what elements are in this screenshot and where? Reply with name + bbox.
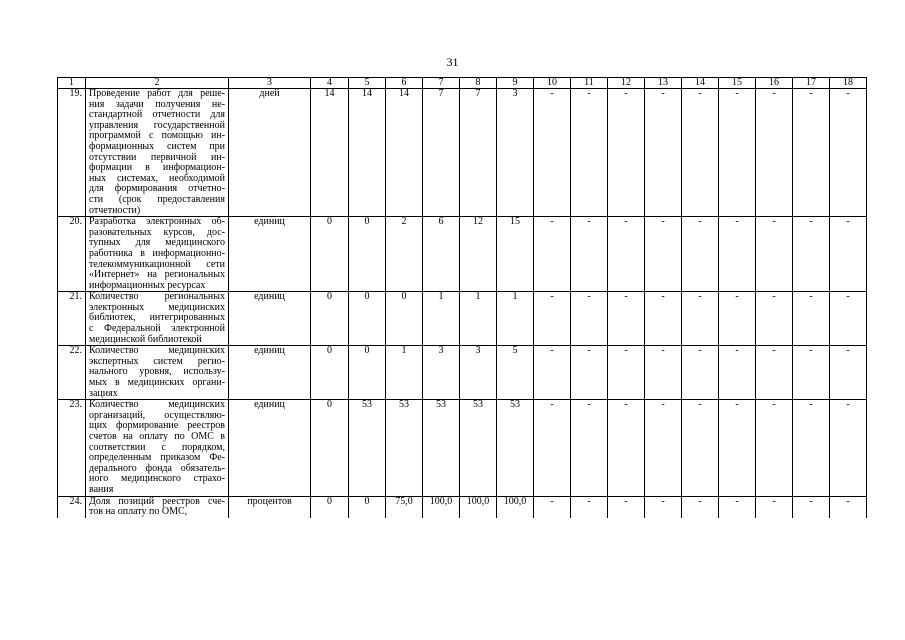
- value-cell: -: [719, 496, 756, 518]
- row-number: 21.: [58, 292, 86, 346]
- description-line: ных системах, необходимой: [89, 172, 225, 184]
- column-number-cell: 15: [719, 78, 756, 89]
- column-number-cell: 3: [229, 78, 311, 89]
- value-cell: 14: [311, 89, 349, 217]
- value-cell: -: [534, 292, 571, 346]
- value-cell: -: [756, 400, 793, 496]
- description-line: работника в информационно-: [89, 247, 225, 259]
- description-line: отсутствии первичной ин-: [89, 151, 225, 163]
- value-cell: 53: [349, 400, 386, 496]
- description-line: тов на оплату по ОМС,: [89, 506, 188, 518]
- value-cell: -: [756, 89, 793, 217]
- value-cell: 0: [349, 292, 386, 346]
- value-cell: -: [719, 89, 756, 217]
- description-line: разовательных курсов, дос-: [89, 226, 225, 238]
- table-row: [58, 217, 867, 292]
- unit-cell: дней: [229, 89, 311, 217]
- description-line: «Интернет» на региональных: [89, 269, 225, 281]
- column-number-cell: 4: [311, 78, 349, 89]
- description-line: зациях: [89, 387, 118, 399]
- description-line: отчетности): [89, 204, 141, 216]
- value-cell: -: [645, 400, 682, 496]
- column-number-cell: 10: [534, 78, 571, 89]
- description-line: счетов на оплату по ОМС в: [89, 431, 225, 442]
- row-number: 24.: [58, 496, 86, 518]
- value-cell: 0: [311, 346, 349, 400]
- value-cell: -: [608, 89, 645, 217]
- value-cell: -: [571, 496, 608, 518]
- description-line: телекоммуникационной сети: [89, 258, 225, 270]
- row-number: 22.: [58, 346, 86, 400]
- value-cell: -: [830, 400, 867, 496]
- indicators-table: [57, 77, 867, 518]
- column-number-cell: 6: [386, 78, 423, 89]
- column-number-cell: 11: [571, 78, 608, 89]
- column-number-cell: 9: [497, 78, 534, 89]
- description-line: ния задачи получения не-: [89, 98, 225, 110]
- value-cell: 1: [423, 292, 460, 346]
- description-line: Количество медицинских: [89, 399, 225, 411]
- value-cell: -: [534, 346, 571, 400]
- value-cell: -: [682, 496, 719, 518]
- value-cell: 3: [460, 346, 497, 400]
- value-cell: 5: [497, 346, 534, 400]
- unit-cell: единиц: [229, 400, 311, 496]
- table-row: [58, 292, 867, 346]
- value-cell: 100,0: [460, 496, 497, 518]
- description-line: дерального фонда обязатель-: [89, 462, 225, 474]
- value-cell: -: [830, 217, 867, 292]
- column-number-cell: 2: [86, 78, 229, 89]
- value-cell: -: [830, 292, 867, 346]
- value-cell: -: [756, 292, 793, 346]
- description-line: стандартной отчетности для: [89, 109, 225, 121]
- value-cell: 53: [386, 400, 423, 496]
- description-line: нального уровня, использу-: [89, 366, 225, 378]
- description-line: Проведение работ для реше-: [89, 88, 225, 99]
- unit-cell: единиц: [229, 217, 311, 292]
- description-line: сти (срок предоставления: [89, 193, 225, 205]
- value-cell: 0: [349, 496, 386, 518]
- description-line: программой с помощью ин-: [89, 130, 225, 142]
- description-line: Доля позиций реестров сче-: [89, 495, 225, 507]
- description-line: управления государственной: [89, 119, 225, 131]
- value-cell: -: [534, 400, 571, 496]
- value-cell: -: [719, 292, 756, 346]
- value-cell: -: [534, 496, 571, 518]
- value-cell: -: [719, 217, 756, 292]
- unit-cell: процентов: [229, 496, 311, 518]
- column-number-cell: 7: [423, 78, 460, 89]
- description-line: соответствии с порядком,: [89, 441, 225, 453]
- description-line: электронных медицинских: [89, 301, 225, 313]
- value-cell: 7: [460, 89, 497, 217]
- description-line: для формирования отчетно-: [89, 183, 225, 195]
- table-row: [58, 89, 867, 217]
- value-cell: 3: [497, 89, 534, 217]
- value-cell: -: [645, 292, 682, 346]
- value-cell: 0: [386, 292, 423, 346]
- indicator-description: [86, 89, 229, 217]
- value-cell: 15: [497, 217, 534, 292]
- value-cell: 14: [386, 89, 423, 217]
- unit-cell: единиц: [229, 292, 311, 346]
- value-cell: -: [793, 346, 830, 400]
- value-cell: -: [645, 217, 682, 292]
- value-cell: -: [571, 400, 608, 496]
- value-cell: 100,0: [423, 496, 460, 518]
- value-cell: -: [608, 496, 645, 518]
- value-cell: 53: [423, 400, 460, 496]
- column-number-cell: 17: [793, 78, 830, 89]
- value-cell: -: [793, 292, 830, 346]
- description-line: определенным приказом Фе-: [89, 452, 225, 464]
- value-cell: 1: [386, 346, 423, 400]
- value-cell: -: [719, 346, 756, 400]
- column-number-cell: 8: [460, 78, 497, 89]
- value-cell: -: [830, 89, 867, 217]
- value-cell: 3: [423, 346, 460, 400]
- value-cell: -: [571, 346, 608, 400]
- indicator-description: [86, 496, 229, 518]
- value-cell: -: [793, 89, 830, 217]
- value-cell: -: [719, 400, 756, 496]
- row-number: 20.: [58, 217, 86, 292]
- value-cell: -: [682, 217, 719, 292]
- column-number-cell: 14: [682, 78, 719, 89]
- value-cell: -: [682, 292, 719, 346]
- column-number-cell: 12: [608, 78, 645, 89]
- description-line: ного медицинского страхо-: [89, 473, 225, 485]
- value-cell: -: [793, 217, 830, 292]
- value-cell: -: [571, 292, 608, 346]
- value-cell: 7: [423, 89, 460, 217]
- value-cell: -: [608, 400, 645, 496]
- value-cell: 0: [311, 217, 349, 292]
- description-line: формации в информацион-: [89, 162, 225, 174]
- value-cell: -: [756, 496, 793, 518]
- description-line: Количество региональных: [89, 291, 225, 303]
- value-cell: 0: [349, 217, 386, 292]
- value-cell: 1: [497, 292, 534, 346]
- column-number-cell: 5: [349, 78, 386, 89]
- description-line: информационных ресурсах: [89, 279, 206, 291]
- column-number-cell: 18: [830, 78, 867, 89]
- value-cell: 14: [349, 89, 386, 217]
- description-line: щих формирование реестров: [89, 420, 225, 432]
- value-cell: -: [608, 346, 645, 400]
- description-line: мых в медицинских органи-: [89, 377, 225, 389]
- row-number: 19.: [58, 89, 86, 217]
- table-row: [58, 400, 867, 496]
- value-cell: 100,0: [497, 496, 534, 518]
- value-cell: -: [756, 217, 793, 292]
- value-cell: 12: [460, 217, 497, 292]
- value-cell: 75,0: [386, 496, 423, 518]
- page-number: 31: [446, 55, 459, 69]
- value-cell: 0: [349, 346, 386, 400]
- indicator-description: [86, 400, 229, 496]
- description-line: экспертных систем регио-: [89, 355, 225, 367]
- description-line: организаций, осуществляю-: [89, 409, 225, 421]
- value-cell: -: [645, 89, 682, 217]
- value-cell: -: [793, 400, 830, 496]
- value-cell: 53: [497, 400, 534, 496]
- value-cell: 53: [460, 400, 497, 496]
- value-cell: -: [830, 496, 867, 518]
- description-line: с Федеральной электронной: [89, 323, 225, 335]
- value-cell: -: [793, 496, 830, 518]
- value-cell: 2: [386, 217, 423, 292]
- description-line: Разработка электронных об-: [89, 216, 225, 228]
- unit-cell: единиц: [229, 346, 311, 400]
- description-line: тупных для медицинского: [89, 237, 225, 249]
- value-cell: 6: [423, 217, 460, 292]
- value-cell: 0: [311, 292, 349, 346]
- value-cell: -: [830, 346, 867, 400]
- description-line: Количество медицинских: [89, 345, 225, 357]
- description-line: медицинской библиотекой: [89, 333, 202, 345]
- value-cell: -: [571, 217, 608, 292]
- value-cell: -: [682, 89, 719, 217]
- indicator-description: [86, 217, 229, 292]
- description-line: формационных систем при: [89, 140, 225, 152]
- value-cell: -: [608, 292, 645, 346]
- value-cell: 0: [311, 400, 349, 496]
- table-row: [58, 496, 867, 518]
- value-cell: 0: [311, 496, 349, 518]
- value-cell: 1: [460, 292, 497, 346]
- value-cell: -: [682, 346, 719, 400]
- value-cell: -: [645, 496, 682, 518]
- value-cell: -: [682, 400, 719, 496]
- description-line: библиотек, интегрированных: [89, 312, 225, 324]
- value-cell: -: [534, 217, 571, 292]
- value-cell: -: [756, 346, 793, 400]
- table-row: [58, 346, 867, 400]
- description-line: вания: [89, 483, 114, 495]
- indicator-description: [86, 346, 229, 400]
- value-cell: -: [571, 89, 608, 217]
- column-number-cell: 1: [58, 78, 86, 89]
- column-number-row: [58, 78, 867, 89]
- value-cell: -: [645, 346, 682, 400]
- row-number: 23.: [58, 400, 86, 496]
- column-number-cell: 16: [756, 78, 793, 89]
- value-cell: -: [608, 217, 645, 292]
- indicator-description: [86, 292, 229, 346]
- column-number-cell: 13: [645, 78, 682, 89]
- value-cell: -: [534, 89, 571, 217]
